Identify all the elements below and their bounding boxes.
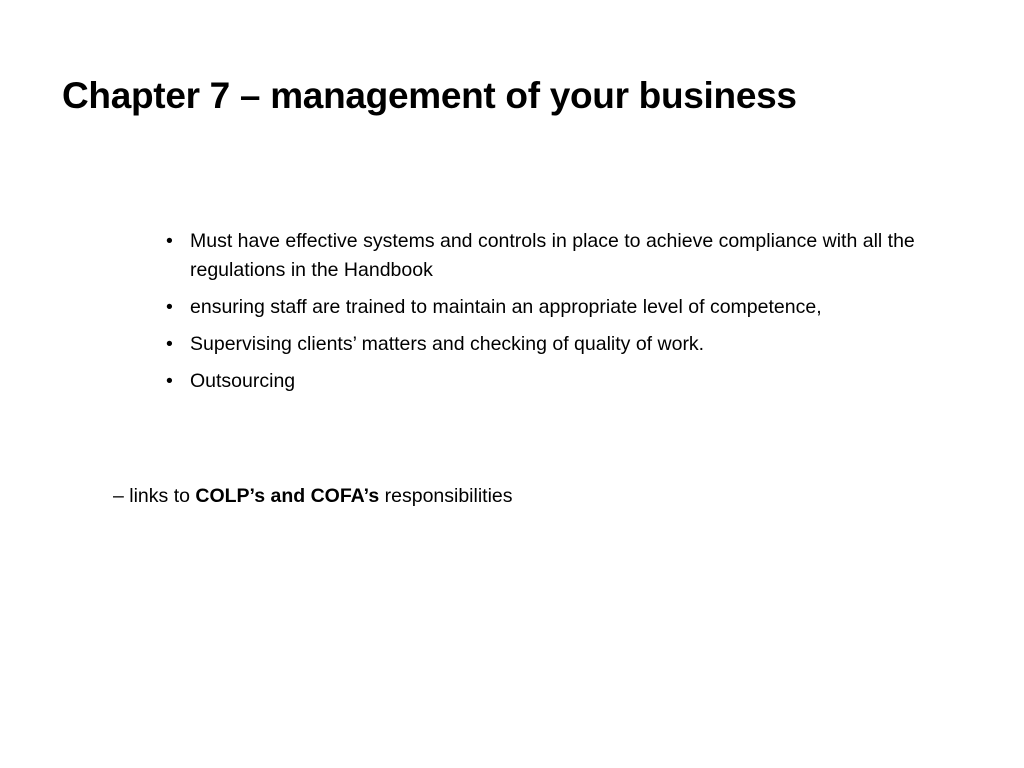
bullet-icon: • — [166, 370, 173, 392]
bullet-text: Outsourcing — [190, 370, 296, 392]
note-suffix: responsibilities — [379, 485, 513, 507]
list-item — [166, 227, 966, 285]
slide-title: Chapter 7 – management of your business — [62, 75, 797, 116]
bullet-text: ensuring staff are trained to maintain an appropriate level of competence, — [190, 296, 822, 318]
list-item — [166, 330, 966, 359]
list-item — [166, 367, 966, 396]
bullet-icon: • — [166, 296, 173, 318]
note-bold-roles: COLP’s and COFA’s — [195, 485, 380, 507]
bullet-text: Supervising clients’ matters and checking of quality of work. — [190, 333, 705, 355]
bullet-icon: • — [166, 230, 173, 252]
bullet-text: Must have effective systems and controls in place to achieve compliance with all the regulations in the Handbook — [190, 230, 915, 281]
bullet-list — [166, 227, 966, 404]
bullet-icon: • — [166, 333, 173, 355]
note-prefix: – links to — [113, 485, 196, 507]
responsibilities-note — [113, 482, 513, 511]
list-item — [166, 293, 966, 322]
